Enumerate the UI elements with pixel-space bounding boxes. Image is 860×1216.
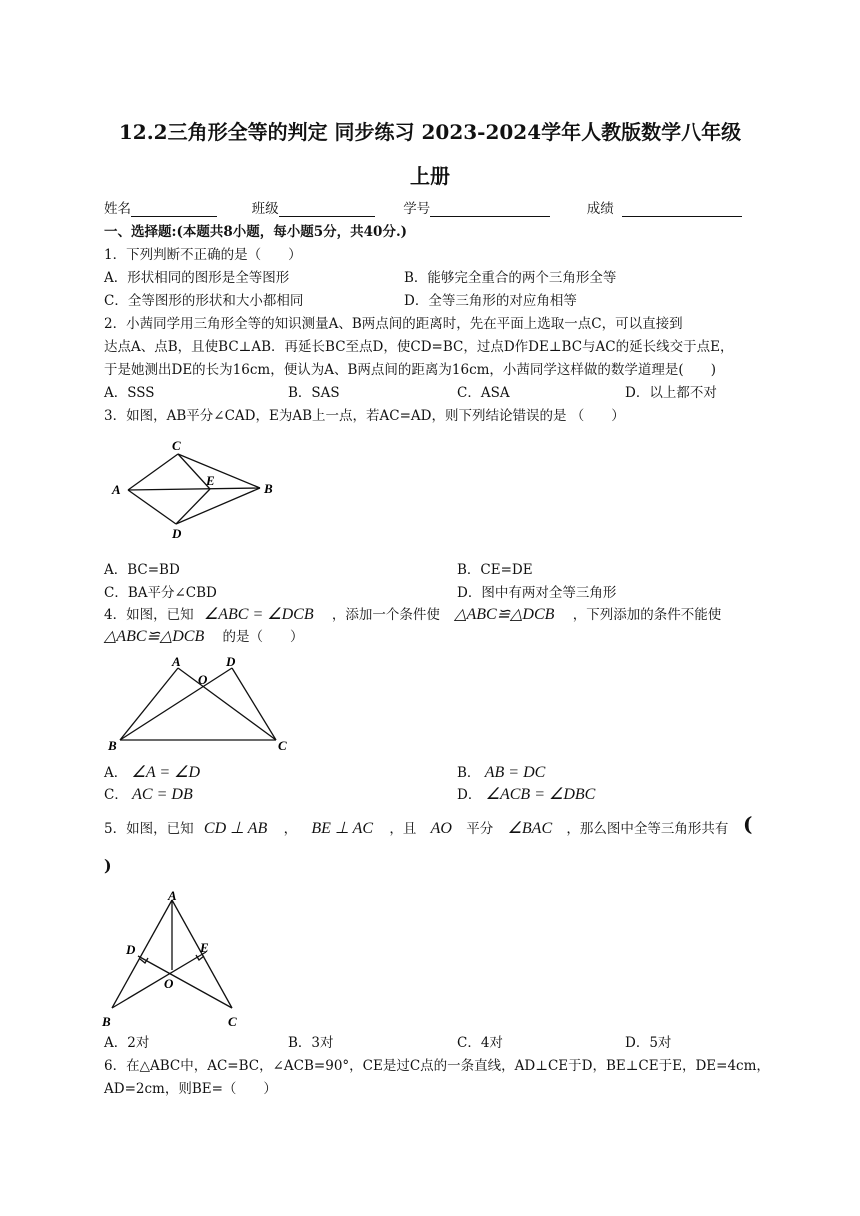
class-blank[interactable] [279, 202, 375, 217]
q5-line-1 [104, 817, 728, 838]
q5-paren-close: ) [104, 856, 112, 875]
q5-option-c[interactable]: C．4对 [457, 1035, 503, 1051]
q4-option-c-prefix: C． [104, 787, 128, 803]
q5-label-o: O [164, 976, 174, 991]
q5-label-c: C [228, 1014, 237, 1029]
q4-text-3: ，下列添加的条件不能使 [572, 607, 722, 623]
id-blank[interactable] [430, 202, 550, 217]
title-line-1: 12.2三角形全等的判定 同步练习 2023-2024学年人教版数学八年级 [118, 120, 742, 144]
q2-option-a[interactable]: A．SSS [104, 385, 155, 401]
q5-label-b: B [102, 1014, 111, 1029]
q4-option-d-prefix: D． [457, 787, 482, 803]
q3-option-a[interactable]: A．BC=BD [104, 562, 180, 578]
q2-option-c[interactable]: C．ASA [457, 385, 510, 401]
q4-label-d: D [226, 654, 236, 669]
class-label: 班级 [251, 201, 279, 217]
q6-line-1: 6．在△ABC中，AC=BC，∠ACB=90°，CE是过C点的一条直线，AD⊥CE于D，BE⊥CE于E，DE=4cm， [104, 1058, 770, 1074]
q4-label-b: B [108, 738, 117, 753]
q5-figure [96, 890, 256, 1032]
q4-option-a-math: ∠A = ∠D [131, 764, 201, 781]
q4-label-c: C [278, 738, 287, 753]
q2-option-b[interactable]: B．SAS [288, 385, 340, 401]
q4-option-c-math: AC = DB [132, 786, 193, 803]
section-heading: 一、选择题:(本题共8小题，每小题5分，共40分.) [104, 224, 408, 240]
q4-option-a-prefix: A． [104, 765, 128, 781]
q4-math-congruence-2: △ABC≌△DCB [104, 628, 205, 645]
q4-line-2 [104, 625, 304, 646]
q3-label-b: B [264, 481, 273, 496]
q3-figure [104, 432, 284, 544]
q4-text-4: 的是（ ） [222, 629, 304, 645]
q5-option-d[interactable]: D．5对 [625, 1035, 672, 1051]
q4-label-a: A [172, 654, 181, 669]
q3-label-e: E [206, 473, 215, 488]
q1-stem: 1．下列判断不正确的是（ ） [104, 247, 302, 263]
q3-label-c: C [172, 438, 181, 453]
q4-option-d[interactable] [457, 783, 595, 804]
q4-math-congruence: △ABC≌△DCB [454, 606, 555, 623]
q6-line-2: AD=2cm，则BE=（ ） [104, 1081, 277, 1097]
q1-option-b[interactable]: B．能够完全重合的两个三角形全等 [404, 270, 617, 286]
q4-option-d-math: ∠ACB = ∠DBC [485, 786, 596, 803]
q4-line-1 [104, 603, 721, 624]
q3-label-d: D [172, 526, 182, 541]
q5-paren-open: ( [743, 812, 753, 836]
q2-line-2: 达点A、点B，且使BC⊥AB．再延长BC至点D，使CD=BC，过点D作DE⊥BC与AC的延长线交于点E， [104, 339, 734, 355]
q4-text-1: 4．如图，已知 [104, 607, 194, 623]
q2-option-d[interactable]: D．以上都不对 [625, 385, 717, 401]
q4-label-o: O [198, 672, 208, 687]
score-label: 成绩 [586, 201, 614, 217]
q5-option-b[interactable]: B．3对 [288, 1035, 334, 1051]
q5-math-be-perp-ac: BE ⊥ AC [311, 820, 374, 837]
q4-text-2: ，添加一个条件使 [331, 607, 440, 623]
q4-option-a[interactable] [104, 761, 200, 782]
q4-option-b-math: AB = DC [484, 764, 546, 781]
q5-math-ao: AO [430, 820, 452, 837]
q4-math-angle: ∠ABC = ∠DCB [203, 606, 314, 623]
q5-label-a: A [168, 890, 177, 903]
q4-option-b[interactable] [457, 761, 545, 782]
q5-comma: ， [283, 821, 298, 837]
score-blank[interactable] [622, 202, 742, 217]
q5-label-d: D [126, 942, 136, 957]
q3-stem: 3．如图，AB平分∠CAD，E为AB上一点，若AC=AD，则下列结论错误的是 （ ） [104, 408, 625, 424]
q3-option-b[interactable]: B．CE=DE [457, 562, 533, 578]
q2-line-3: 于是她测出DE的长为16cm，便认为A、B两点间的距离为16cm，小茜同学这样做的数学道理是( ) [104, 362, 716, 378]
q5-label-e: E [200, 940, 209, 955]
q4-figure [104, 654, 304, 754]
q4-option-c[interactable] [104, 783, 193, 804]
q5-option-a[interactable]: A．2对 [104, 1035, 150, 1051]
q3-label-a: A [112, 482, 121, 497]
q5-math-cd-perp-ab: CD ⊥ AB [203, 820, 268, 837]
q1-option-a[interactable]: A．形状相同的图形是全等图形 [104, 270, 290, 286]
q4-option-b-prefix: B． [457, 765, 481, 781]
q1-option-d[interactable]: D．全等三角形的对应角相等 [404, 293, 577, 309]
q5-text-2: ，那么图中全等三角形共有 [566, 821, 729, 837]
q5-math-angle-bac: ∠BAC [507, 820, 553, 837]
name-label: 姓名 [104, 201, 131, 217]
student-info-row [104, 197, 742, 217]
q1-option-c[interactable]: C．全等图形的形状和大小都相同 [104, 293, 304, 309]
q3-option-d[interactable]: D．图中有两对全等三角形 [457, 585, 617, 601]
q2-line-1: 2．小茜同学用三角形全等的知识测量A、B两点间的距离时，先在平面上选取一点C，可以直接到 [104, 316, 683, 332]
q3-option-c[interactable]: C．BA平分∠CBD [104, 585, 217, 601]
id-label: 学号 [403, 201, 431, 217]
q5-text-bisect: 平分 [466, 821, 494, 837]
name-blank[interactable] [131, 202, 217, 217]
title-line-2: 上册 [410, 164, 450, 188]
q5-text-1: 5．如图，已知 [104, 821, 194, 837]
q5-text-and: ，且 [389, 821, 417, 837]
